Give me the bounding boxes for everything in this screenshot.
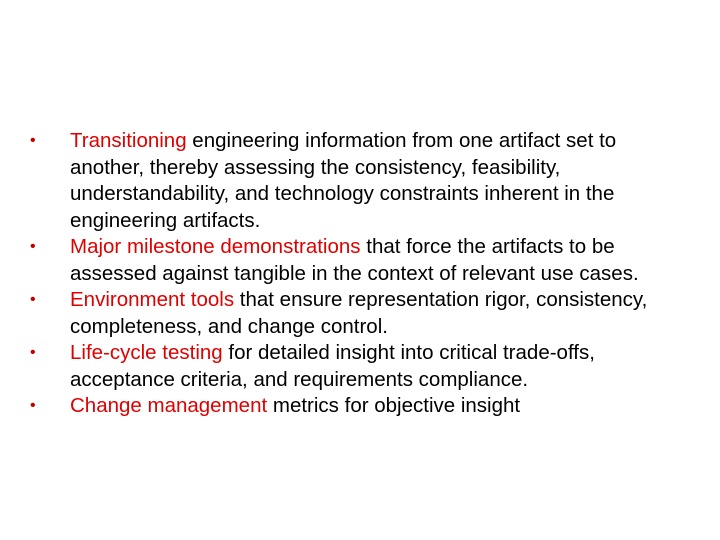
bullet-highlight: Major milestone demonstrations	[70, 235, 361, 258]
bullet-item-environment-tools	[30, 287, 690, 340]
bullet-highlight: Change management	[70, 394, 268, 417]
bullet-dot-icon: •	[30, 132, 36, 149]
bullet-text: that force the artifacts to be assessed against tangible in the context of relevant use cases.	[70, 235, 639, 285]
bullet-highlight: Life-cycle testing	[70, 341, 223, 364]
bullet-text: that ensure representation rigor, consistency, completeness, and change control.	[70, 288, 648, 338]
bullet-text: engineering information from one artifact set to another, thereby assessing the consistency, feasibility, understandability, and technology constraints inherent in the engineering artifacts.	[70, 129, 617, 232]
bullet-dot-icon: •	[30, 397, 36, 414]
bullet-dot-icon: •	[30, 291, 36, 308]
bullet-text: for detailed insight into critical trade-offs, acceptance criteria, and requirements compliance.	[70, 341, 595, 391]
bullet-dot-icon: •	[30, 344, 36, 361]
bullet-dot-icon: •	[30, 238, 36, 255]
bullet-item-milestone-demonstrations	[30, 234, 690, 287]
bullet-item-change-management	[30, 393, 690, 420]
bullet-item-transitioning	[30, 128, 690, 234]
bullet-list	[30, 128, 690, 420]
bullet-highlight: Transitioning	[70, 129, 187, 152]
bullet-item-life-cycle-testing	[30, 340, 690, 393]
bullet-highlight: Environment tools	[70, 288, 235, 311]
bullet-text: metrics for objective insight	[267, 394, 521, 417]
